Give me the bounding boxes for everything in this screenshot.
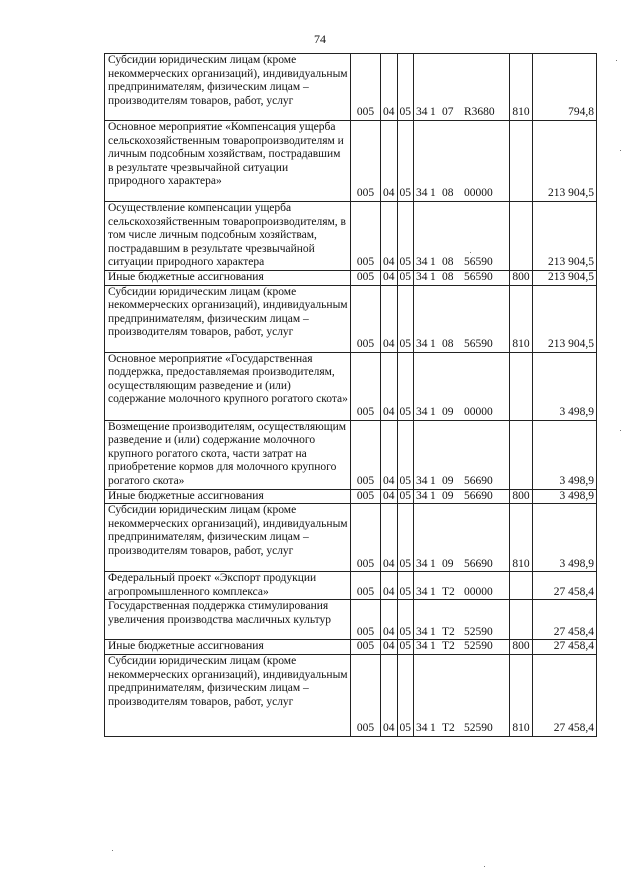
code-part: 00000 xyxy=(464,187,493,200)
table-row xyxy=(105,285,597,352)
code-part: 08 xyxy=(442,337,454,350)
code-part: 1 xyxy=(430,489,436,502)
row-pr: 05 xyxy=(397,270,414,285)
row-rz: 04 xyxy=(381,270,398,285)
row-pr: 05 xyxy=(397,352,414,420)
table-row xyxy=(105,600,597,640)
row-code xyxy=(414,285,510,352)
code-part: 08 xyxy=(442,270,454,283)
code-part: 1 xyxy=(430,625,436,638)
code-part: 1 xyxy=(430,474,436,487)
budget-table-body xyxy=(105,54,597,737)
row-sum: 3 498,9 xyxy=(533,504,597,572)
code-part: 34 xyxy=(416,640,428,653)
row-vr: 810 xyxy=(510,285,533,352)
row-vr xyxy=(510,600,533,640)
row-ved: 005 xyxy=(351,600,381,640)
row-rz: 04 xyxy=(381,504,398,572)
row-pr: 05 xyxy=(397,489,414,504)
code-part: 34 xyxy=(416,585,428,598)
code-part: 34 xyxy=(416,270,428,283)
row-vr xyxy=(510,121,533,202)
row-rz: 04 xyxy=(381,352,398,420)
code-part: 08 xyxy=(442,187,454,200)
row-pr: 05 xyxy=(397,121,414,202)
scan-speck xyxy=(112,850,113,851)
code-part: 00000 xyxy=(464,405,493,418)
row-code xyxy=(414,420,510,489)
code-part: T2 xyxy=(442,640,455,653)
row-sum: 27 458,4 xyxy=(533,654,597,736)
table-row xyxy=(105,352,597,420)
table-row xyxy=(105,202,597,271)
row-pr: 05 xyxy=(397,572,414,600)
row-name: Субсидии юридическим лицам (кроме некоммерческих организаций), индивидуальным предпринимателям, физическим лицам – производителям товаров, работ, услуг xyxy=(105,504,351,572)
code-part: T2 xyxy=(442,722,455,735)
row-code xyxy=(414,121,510,202)
code-part: 00000 xyxy=(464,585,493,598)
code-part: 08 xyxy=(442,256,454,269)
code-part: 52590 xyxy=(464,722,493,735)
row-rz: 04 xyxy=(381,285,398,352)
code-part: 52590 xyxy=(464,640,493,653)
row-sum: 27 458,4 xyxy=(533,640,597,655)
row-name: Иные бюджетные ассигнования xyxy=(105,489,351,504)
row-code xyxy=(414,504,510,572)
code-part: 34 xyxy=(416,256,428,269)
code-part: 09 xyxy=(442,489,454,502)
table-row xyxy=(105,270,597,285)
code-part: 52590 xyxy=(464,625,493,638)
row-sum: 213 904,5 xyxy=(533,121,597,202)
row-sum: 3 498,9 xyxy=(533,352,597,420)
row-name: Федеральный проект «Экспорт продукции агропромышленного комплекса» xyxy=(105,572,351,600)
row-name: Основное мероприятие «Государственная поддержка, предоставляемая производителям, осуществляющим разведение и (или) содержание молочного крупного рогатого скота» xyxy=(105,352,351,420)
row-vr: 810 xyxy=(510,54,533,121)
row-ved: 005 xyxy=(351,572,381,600)
code-part: 09 xyxy=(442,405,454,418)
row-code xyxy=(414,654,510,736)
table-row xyxy=(105,489,597,504)
row-sum: 213 904,5 xyxy=(533,202,597,271)
table-row xyxy=(105,654,597,736)
row-pr: 05 xyxy=(397,420,414,489)
row-name: Государственная поддержка стимулирования увеличения производства масличных культур xyxy=(105,600,351,640)
page-number: 74 xyxy=(314,32,326,46)
code-part: 56690 xyxy=(464,474,493,487)
scan-speck xyxy=(620,150,621,151)
row-ved: 005 xyxy=(351,202,381,271)
code-part: 34 xyxy=(416,489,428,502)
code-part: T2 xyxy=(442,625,455,638)
table-row xyxy=(105,640,597,655)
row-ved: 005 xyxy=(351,420,381,489)
row-ved: 005 xyxy=(351,504,381,572)
code-part: 34 xyxy=(416,557,428,570)
row-name: Иные бюджетные ассигнования xyxy=(105,640,351,655)
code-part: 1 xyxy=(430,585,436,598)
row-vr xyxy=(510,572,533,600)
row-name: Иные бюджетные ассигнования xyxy=(105,270,351,285)
row-pr: 05 xyxy=(397,202,414,271)
code-part: 1 xyxy=(430,106,436,119)
table-row xyxy=(105,504,597,572)
row-rz: 04 xyxy=(381,54,398,121)
table-row xyxy=(105,54,597,121)
row-code xyxy=(414,640,510,655)
row-code xyxy=(414,352,510,420)
row-vr: 800 xyxy=(510,270,533,285)
row-ved: 005 xyxy=(351,121,381,202)
code-part: 56690 xyxy=(464,557,493,570)
code-part: 1 xyxy=(430,640,436,653)
scan-speck xyxy=(470,252,471,253)
row-sum: 213 904,5 xyxy=(533,270,597,285)
code-part: 34 xyxy=(416,405,428,418)
table-row xyxy=(105,572,597,600)
code-part: 34 xyxy=(416,187,428,200)
code-part: 1 xyxy=(430,722,436,735)
row-ved: 005 xyxy=(351,640,381,655)
row-vr: 800 xyxy=(510,640,533,655)
row-ved: 005 xyxy=(351,54,381,121)
code-part: 56590 xyxy=(464,270,493,283)
row-vr xyxy=(510,420,533,489)
table-row xyxy=(105,121,597,202)
code-part: T2 xyxy=(442,585,455,598)
scan-speck xyxy=(620,430,621,431)
row-code xyxy=(414,270,510,285)
code-part: 09 xyxy=(442,474,454,487)
code-part: 56690 xyxy=(464,489,493,502)
code-part: 1 xyxy=(430,557,436,570)
row-code xyxy=(414,54,510,121)
row-name: Субсидии юридическим лицам (кроме некоммерческих организаций), индивидуальным предпринимателям, физическим лицам – производителям товаров, работ, услуг xyxy=(105,285,351,352)
row-rz: 04 xyxy=(381,489,398,504)
row-pr: 05 xyxy=(397,504,414,572)
row-sum: 213 904,5 xyxy=(533,285,597,352)
code-part: 34 xyxy=(416,106,428,119)
code-part: 56590 xyxy=(464,256,493,269)
scan-speck xyxy=(616,60,617,61)
row-vr: 810 xyxy=(510,504,533,572)
row-ved: 005 xyxy=(351,489,381,504)
budget-table xyxy=(104,53,597,737)
row-pr: 05 xyxy=(397,654,414,736)
row-pr: 05 xyxy=(397,285,414,352)
row-ved: 005 xyxy=(351,654,381,736)
row-rz: 04 xyxy=(381,420,398,489)
row-sum: 794,8 xyxy=(533,54,597,121)
row-pr: 05 xyxy=(397,54,414,121)
row-code xyxy=(414,489,510,504)
row-ved: 005 xyxy=(351,285,381,352)
row-vr: 800 xyxy=(510,489,533,504)
row-sum: 3 498,9 xyxy=(533,420,597,489)
row-rz: 04 xyxy=(381,640,398,655)
code-part: 1 xyxy=(430,270,436,283)
row-pr: 05 xyxy=(397,600,414,640)
code-part: 34 xyxy=(416,722,428,735)
code-part: 09 xyxy=(442,557,454,570)
code-part: 07 xyxy=(442,106,454,119)
row-sum: 27 458,4 xyxy=(533,572,597,600)
row-code xyxy=(414,202,510,271)
row-name: Осуществление компенсации ущерба сельскохозяйственным товаропроизводителям, в том числе личным подсобным хозяйствам, пострадавшим в результате чрезвычайной ситуации природного характера xyxy=(105,202,351,271)
code-part: 34 xyxy=(416,474,428,487)
scan-speck xyxy=(484,866,485,867)
row-code xyxy=(414,600,510,640)
code-part: 1 xyxy=(430,187,436,200)
row-vr xyxy=(510,352,533,420)
row-name: Субсидии юридическим лицам (кроме некоммерческих организаций), индивидуальным предпринимателям, физическим лицам – производителям товаров, работ, услуг xyxy=(105,54,351,121)
row-sum: 3 498,9 xyxy=(533,489,597,504)
row-vr: 810 xyxy=(510,654,533,736)
row-rz: 04 xyxy=(381,121,398,202)
row-rz: 04 xyxy=(381,600,398,640)
code-part: R3680 xyxy=(464,106,495,119)
table-row xyxy=(105,420,597,489)
row-ved: 005 xyxy=(351,270,381,285)
row-pr: 05 xyxy=(397,640,414,655)
row-code xyxy=(414,572,510,600)
row-name: Основное мероприятие «Компенсация ущерба сельскохозяйственным товаропроизводителям и личным подсобным хозяйствам, пострадавшим в результате чрезвычайной ситуации природного характера» xyxy=(105,121,351,202)
row-sum: 27 458,4 xyxy=(533,600,597,640)
code-part: 1 xyxy=(430,405,436,418)
row-rz: 04 xyxy=(381,202,398,271)
row-vr xyxy=(510,202,533,271)
row-rz: 04 xyxy=(381,654,398,736)
code-part: 1 xyxy=(430,256,436,269)
code-part: 34 xyxy=(416,337,428,350)
code-part: 56590 xyxy=(464,337,493,350)
code-part: 1 xyxy=(430,337,436,350)
row-name: Субсидии юридическим лицам (кроме некоммерческих организаций), индивидуальным предпринимателям, физическим лицам – производителям товаров, работ, услуг xyxy=(105,654,351,736)
code-part: 34 xyxy=(416,625,428,638)
row-name: Возмещение производителям, осуществляющим разведение и (или) содержание молочного крупного рогатого скота, части затрат на приобретение кормов для молочного крупного рогатого скота» xyxy=(105,420,351,489)
row-ved: 005 xyxy=(351,352,381,420)
row-rz: 04 xyxy=(381,572,398,600)
